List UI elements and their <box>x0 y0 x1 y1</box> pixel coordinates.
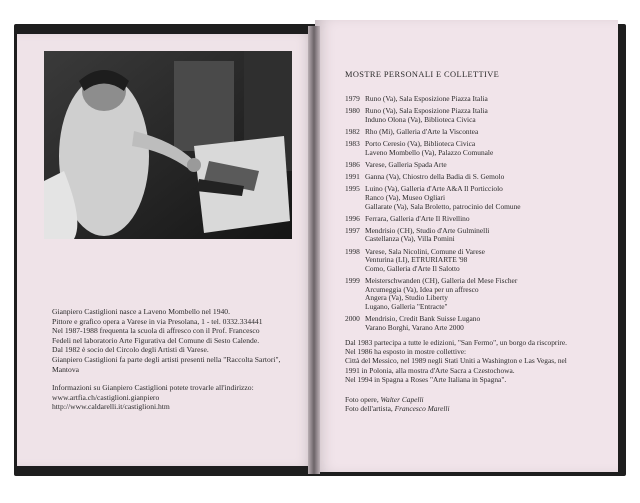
exhibition-year: 1980 <box>345 106 360 116</box>
info-line: Informazioni su Gianpiero Castiglioni potete trovarle all'indirizzo: <box>52 383 254 393</box>
exhibition-venue: Como, Galleria d'Arte Il Salotto <box>365 263 460 273</box>
exhibition-entry <box>345 215 605 224</box>
exhibition-entry <box>345 185 605 211</box>
exhibition-venue: Rho (Mi), Galleria d'Arte la Visconteа <box>365 126 479 136</box>
exhibition-year: 1991 <box>345 172 360 182</box>
credit-artist-label: Foto dell'artista, <box>345 404 393 414</box>
credit-artist-author: Francesco Marelli <box>394 404 450 414</box>
exhibition-venue: Induno Olona (Va), Biblioteca Civica <box>365 114 476 124</box>
credit-works-author: Walter Capelli <box>380 395 424 404</box>
exhibition-year: 1998 <box>345 246 360 256</box>
exhibitions-list <box>345 95 605 336</box>
exhibition-entry <box>345 248 605 274</box>
exhibition-entry <box>345 277 605 311</box>
note-line: Città del Messico, nel 1989 negli Stati Uniti a Washington e Las Vegas, nel <box>345 356 567 366</box>
exhibition-year: 1986 <box>345 159 360 169</box>
book-gutter <box>308 26 320 474</box>
note-line: Dal 1983 partecipa a tutte le edizioni, "San Fermo", un borgo da riscoprire. <box>345 338 568 347</box>
exhibition-year: 2000 <box>345 314 360 323</box>
note-line: Nel 1994 in Spagna a Roses "Arte Italiana in Spagna". <box>345 374 507 384</box>
exhibition-entry <box>345 140 605 157</box>
exhibition-entry <box>345 227 605 244</box>
exhibition-venue: Runo (Va), Sala Esposizione Piazza Italia <box>365 106 488 116</box>
exhibition-venue: Ranco (Va), Museo Ogliari <box>365 192 446 202</box>
exhibition-entry <box>345 95 605 104</box>
exhibition-year: 1997 <box>345 225 360 235</box>
bio-line: Gianpiero Castiglioni nasce a Laveno Mombello nel 1940. <box>52 307 230 316</box>
exhibition-venue: Varese, Sala Nicolini, Comune di Varese <box>365 246 485 256</box>
exhibition-venue: Mendrisio, Credit Bank Suisse Lugano <box>365 314 481 323</box>
credit-artist <box>345 404 610 413</box>
artist-at-work-image <box>44 51 292 239</box>
bio-line: Gianpiero Castiglioni fa parte degli artisti presenti nella "Raccolta Sartori", <box>52 354 281 364</box>
exhibition-entry <box>345 161 605 170</box>
exhibition-venue: Varano Borghi, Varano Arte 2000 <box>365 322 464 332</box>
exhibition-venue: Angera (Va), Studio Liberty <box>365 293 448 303</box>
exhibition-year: 1979 <box>345 94 360 103</box>
artist-photo <box>44 51 292 239</box>
exhibition-venue: Runo (Va), Sala Esposizione Piazza Italia <box>365 94 488 103</box>
photo-credits <box>345 395 610 414</box>
exhibition-entry <box>345 173 605 182</box>
exhibition-year: 1982 <box>345 126 360 136</box>
exhibition-year: 1996 <box>345 213 360 223</box>
exhibition-venue: Arcumeggia (Va), Idea per un affresco <box>365 284 479 294</box>
bio-line: Mantova <box>52 364 79 374</box>
exhibition-venue: Ganna (Va), Chiostro della Badia di S. Gemolo <box>365 172 505 182</box>
exhibition-venue: Castellanza (Va), Villa Pomini <box>365 234 455 244</box>
note-line: 1991 in Polonia, alla mostra d'Arte Sacra a Czestochowa. <box>345 365 515 375</box>
bio-line: Fedeli nel laboratorio Arte Figurativa del Comune di Sesto Calende. <box>52 335 260 345</box>
exhibition-venue: Varese, Galleria Spada Arte <box>365 159 447 169</box>
info-url-artfia: www.artfia.ch/castiglioni.gianpiero <box>52 392 160 402</box>
artist-biography <box>52 307 297 412</box>
exhibition-venue: Gallarate (Va), Sala Broletto, patrocinio del Comune <box>365 201 521 211</box>
exhibitions-title: MOSTRE PERSONALI E COLLETTIVE <box>345 70 500 79</box>
exhibition-year: 1995 <box>345 184 360 194</box>
bio-line: Pittore e grafico opera a Varese in via Presolana, 1 - tel. 0332.334441 <box>52 316 263 326</box>
exhibition-year: 1983 <box>345 139 360 149</box>
note-line: Nel 1986 ha esposto in mostre collettive: <box>345 347 467 357</box>
bio-line: Nel 1987-1988 frequenta la scuola di affresco con il Prof. Francesco <box>52 326 260 336</box>
exhibition-entry <box>345 315 605 332</box>
credit-works-label: Foto opere, <box>345 395 379 404</box>
exhibition-venue: Venturina (LI), ETRURIARTE '98 <box>365 255 468 265</box>
exhibition-year: 1999 <box>345 276 360 286</box>
exhibition-venue: Porto Ceresio (Va), Biblioteca Civica <box>365 139 476 149</box>
exhibition-notes <box>345 338 610 384</box>
exhibition-venue: Lugano, Galleria "Entracte" <box>365 301 448 311</box>
exhibition-venue: Ferrara, Galleria d'Arte Il Rivellino <box>365 213 470 223</box>
exhibition-venue: Luino (Va), Galleria d'Arte A&A Il Porticciolo <box>365 184 503 194</box>
exhibition-entry <box>345 128 605 137</box>
exhibition-venue: Meisterschwanden (CH), Galleria del Mese Fischer <box>365 276 518 286</box>
exhibition-entry <box>345 107 605 124</box>
bio-line: Dal 1982 è socio del Circolo degli Artisti di Varese. <box>52 345 209 355</box>
exhibition-venue: Mendrisio (CH), Studio d'Arte Gulminelli <box>365 225 490 235</box>
info-url-caldarelli: http://www.caldarelli.it/castiglioni.htm <box>52 402 170 412</box>
exhibition-venue: Laveno Mombello (Va), Palazzo Comunale <box>365 147 494 157</box>
credit-works <box>345 395 610 404</box>
